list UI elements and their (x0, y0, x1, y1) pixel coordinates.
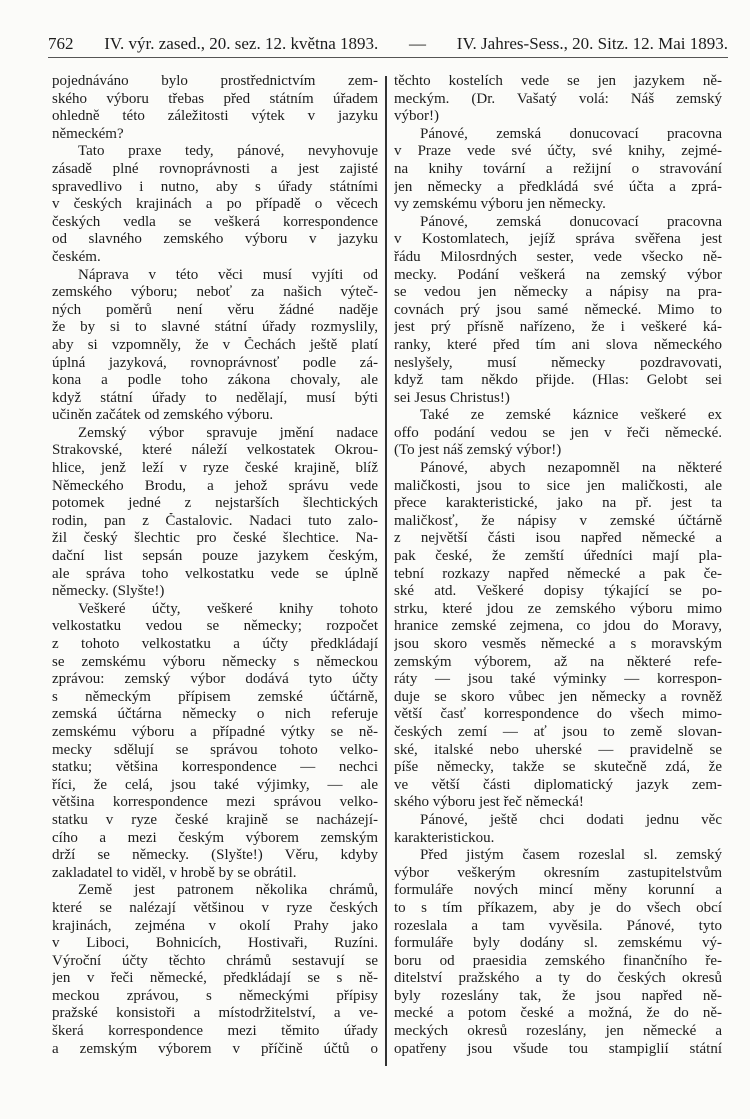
text-line: učiněn začátek od zemského výboru. (52, 407, 274, 424)
text-line: formuláře byly dodány sl. zemskému vý- (394, 935, 722, 952)
text-line: byly rozeslány tak, že jsou napřed ně- (394, 987, 722, 1004)
text-line: boru od praesidia zemského finančního ře- (394, 952, 722, 969)
header-german: IV. Jahres-Sess., 20. Sitz. 12. Mai 1893. (456, 34, 728, 53)
text-line: ve větší části diplomatický jazyk zem- (394, 776, 722, 793)
text-line: aby si vzpomněly, že v Čechách ještě platí (52, 336, 378, 353)
text-line: zakladatel to viděl, v hrobě by se obrátil. (52, 864, 297, 881)
text-line: ale správa toho velkostatku vede se úplně (52, 565, 378, 582)
text-line: jen německy a předkládá své účta a zprá- (394, 178, 722, 195)
text-line: strku, které jdou ze zemského výboru mimo (394, 600, 722, 617)
text-line: Pánové, abych nezapomněl na některé (420, 460, 722, 477)
text-line: statku; většina korrespondence — nechci (52, 759, 378, 776)
text-line: s německým přípisem zemské účtárně, (52, 688, 378, 705)
text-line: že by si to slavné státní úřady rozmyslily, (52, 319, 378, 336)
text-line: meckou zprávou, s německými přípisy (52, 987, 378, 1004)
text-line: ráty — jsou také výminky — korrespon- (394, 671, 722, 688)
text-line: většina korrespondence mezi správou velko- (52, 794, 378, 811)
text-line: offo podání vedou se jen v řeči německé. (394, 424, 722, 441)
text-line: rozeslala a tam vyvěsila. Pánové, tyto (394, 917, 722, 934)
text-line: Tato praxe tedy, pánové, nevyhovuje (78, 143, 378, 160)
text-line: dační list sepsán pouze jazykem českým, (52, 548, 378, 565)
text-line: (To jest náš zemský výbor!) (394, 442, 562, 459)
text-line: zemským výborem, až na některé refe- (394, 653, 722, 670)
text-line: meckých okresů rozeslány, jen německé a (394, 1023, 722, 1040)
text-line: meckým. (Dr. Vašatý volá: Náš zemský (394, 90, 722, 107)
text-line: českých vedla se veškerá korrespondence (52, 213, 378, 230)
text-line: zásadě plné rovnoprávnosti a jest zajisté (52, 160, 378, 177)
text-line: tební rozkazy napřed německé a pak če- (394, 565, 722, 582)
text-line: to s tím příkazem, aby je do všech obcí (394, 899, 722, 916)
text-line: opatřeny jsou všude tou stampiglií státní (394, 1040, 722, 1057)
right-column (394, 73, 722, 1058)
text-line: které se nalézají většinou v ryze českých (52, 899, 378, 916)
text-line: potomek jedné z nejstarších šlechtických (52, 495, 378, 512)
header-dash: — (409, 34, 427, 53)
text-line: škerá korrespondence mezi těmito úřady (52, 1023, 378, 1040)
text-line: Země jest patronem několika chrámů, (78, 882, 378, 899)
text-line: sei Jesus Christus!) (394, 389, 510, 406)
text-line: vy zemskému výboru jen německy. (394, 196, 606, 213)
text-line: cího a mezi českým výborem zemským (52, 829, 378, 846)
text-line: těchto kostelích vede se jen jazykem ně- (394, 73, 722, 89)
text-line: českém. (52, 248, 101, 265)
left-column (52, 73, 378, 1058)
text-line: mecky sdělují se správou tohoto velko- (52, 741, 378, 758)
text-line: zemskému výboru a případné výtky se ně- (52, 723, 378, 740)
text-line: větší časť korrespondence do všech mimo- (394, 706, 722, 723)
text-line: německy. (Slyšte!) (52, 583, 165, 600)
text-line: Zemský výbor spravuje jmění nadace (78, 424, 378, 441)
text-line: maličkosti, jsou to sice jen maličkosti, ale (394, 477, 722, 494)
text-line: píše německy, takže se skutečně zdá, že (394, 759, 722, 776)
text-line: řádu Milosrdných sester, vede všecko ně- (394, 248, 722, 265)
text-line: Strakovské, které náleží velkostatek Okrou- (52, 442, 378, 459)
text-line: mecky. Podání veškerá na zemský výbor (394, 266, 722, 283)
text-line: covnách prý jsou samé německé. Mimo to (394, 301, 722, 318)
text-line: jsou skoro vesměs německé a s moravským (394, 636, 722, 652)
text-line: ského výboru třebas před státním úřadem (52, 90, 378, 107)
text-line: spravedlivo i nutno, aby s úřady státními (52, 178, 378, 195)
text-line: ohledně této záležitosti výtek v jazyku (52, 108, 378, 125)
text-line: statku v ryze české krajině se nacházejí- (52, 811, 378, 828)
text-line: se zemskému výboru německy s německou (52, 653, 378, 670)
text-line: českých zemí — ať jsou to země slovan- (394, 723, 722, 740)
text-line: v Liboci, Bohnicích, Hostivaři, Ruzíni. (52, 935, 378, 952)
text-line: ranky, které před tím ani slova německého (394, 336, 722, 353)
text-line: jest prý přísně nařízeno, že i veškeré ká- (394, 319, 722, 336)
text-line: žil český šlechtic pro české šlechtice. Na- (52, 530, 378, 547)
text-line: na knihy tovární a režijní o stravování (394, 160, 722, 177)
text-line: z tohoto velkostatku a účty předkládají (52, 636, 378, 652)
text-line: karakteristickou. (394, 829, 495, 846)
text-line: hlice, jenž leží v ryze české krajině, blíž (52, 460, 378, 477)
text-line: v Kostomlatech, jejíž správa svěřena jest (394, 231, 722, 248)
text-line: úplná jazyková, rovnoprávnosť podle zá- (52, 354, 378, 371)
text-line: Náprava v této věci musí vyjíti od (78, 266, 378, 283)
text-line: velkostatku vedou se německy; rozpočet (52, 618, 378, 635)
text-line: výbor veškerým okresním zastupitelstvům (394, 864, 722, 881)
header-czech: IV. výr. zased., 20. sez. 12. května 1893. (104, 34, 379, 53)
text-line: ditelství pražského a ty do českých okresů (394, 970, 722, 987)
text-line: a zemským výborem v příčině účtů o (52, 1040, 378, 1057)
text-line: maličkosť, že nápisy v zemské účtárně (394, 512, 722, 529)
text-line: rodin, pan z Častalovic. Nadaci tuto zalo- (52, 512, 378, 529)
text-line: ných poměrů není věru žádné naděje (52, 301, 378, 318)
text-line: ské, italské nebo uherské — pravidelně se (394, 741, 722, 758)
text-line: ské atd. Veškeré dopisy týkající se po- (394, 583, 722, 600)
text-line: přece karakteristické, jako na př. jest ta (394, 495, 722, 512)
text-line: krajinách, zejména v okolí Prahy jako (52, 917, 378, 934)
text-line: Pánové, zemská donucovací pracovna (420, 213, 722, 230)
text-line: v českých krajinách a po případě o věcech (52, 196, 378, 213)
text-line: Výroční účty těchto chrámů sestavují se (52, 952, 378, 969)
text-line: formuláře nových mincí měny korunní a (394, 882, 722, 899)
text-line: z největší části isou napřed německé a (394, 530, 722, 547)
text-line: Pánové, zemská donucovací pracovna (420, 125, 722, 142)
text-line: hranice zemské zejmena, co jdou do Moravy, (394, 618, 722, 635)
text-line: pražské konsistoři a místodržitelství, a ve- (52, 1005, 378, 1022)
text-line: pojednáváno bylo prostřednictvím zem- (52, 73, 378, 89)
text-line: Německého Brodu, a jehož správu vede (52, 477, 378, 494)
text-line: Před jistým časem rozeslal sl. zemský (420, 847, 722, 864)
text-line: ského výboru jest řeč německá! (394, 794, 584, 811)
text-line: Také ze zemské káznice veškeré ex (420, 407, 722, 424)
text-line: výbor!) (394, 108, 439, 125)
text-line: Veškeré účty, veškeré knihy tohoto (78, 600, 378, 617)
text-line: zprávou: zemský výbor dodává tyto účty (52, 671, 378, 688)
text-line: jen v řeči německé, předkládají se s ně- (52, 970, 378, 987)
text-line: když státní úřady to nedělají, musí býti (52, 389, 378, 406)
text-line: kona a podle toho zákona chovaly, ale (52, 372, 378, 389)
text-line: duje se skoro vůbec jen německy a rovněž (394, 688, 722, 705)
text-line: mecké a potom české a možná, že do ně- (394, 1005, 722, 1022)
header-rule (48, 57, 728, 58)
text-line: drží se německy. (Slyšte!) Věru, kdyby (52, 847, 378, 864)
text-line: od slavného zemského výboru v jazyku (52, 231, 378, 248)
text-line: německém? (52, 125, 124, 142)
text-line: se vedou jen německy a nápisy na pra- (394, 284, 722, 301)
text-line: Pánové, ještě chci dodati jednu věc (420, 811, 722, 828)
text-line: když tam někdo přijde. (Hlas: Gelobt sei (394, 372, 722, 389)
column-divider (385, 76, 387, 1066)
running-header (48, 34, 728, 54)
text-line: neslyšely, musí německy pozdravovati, (394, 354, 722, 371)
text-line: zemská účtárna německy o nich referuje (52, 706, 378, 723)
text-line: v Praze vede své účty, své knihy, zejmé- (394, 143, 722, 160)
text-line: pak české, že zemští úředníci mají pla- (394, 548, 722, 565)
text-line: říci, že celá, jsou také výjimky, — ale (52, 776, 378, 793)
text-line: zemského výboru; neboť za našich výteč- (52, 284, 378, 301)
page-number: 762 (48, 34, 74, 53)
